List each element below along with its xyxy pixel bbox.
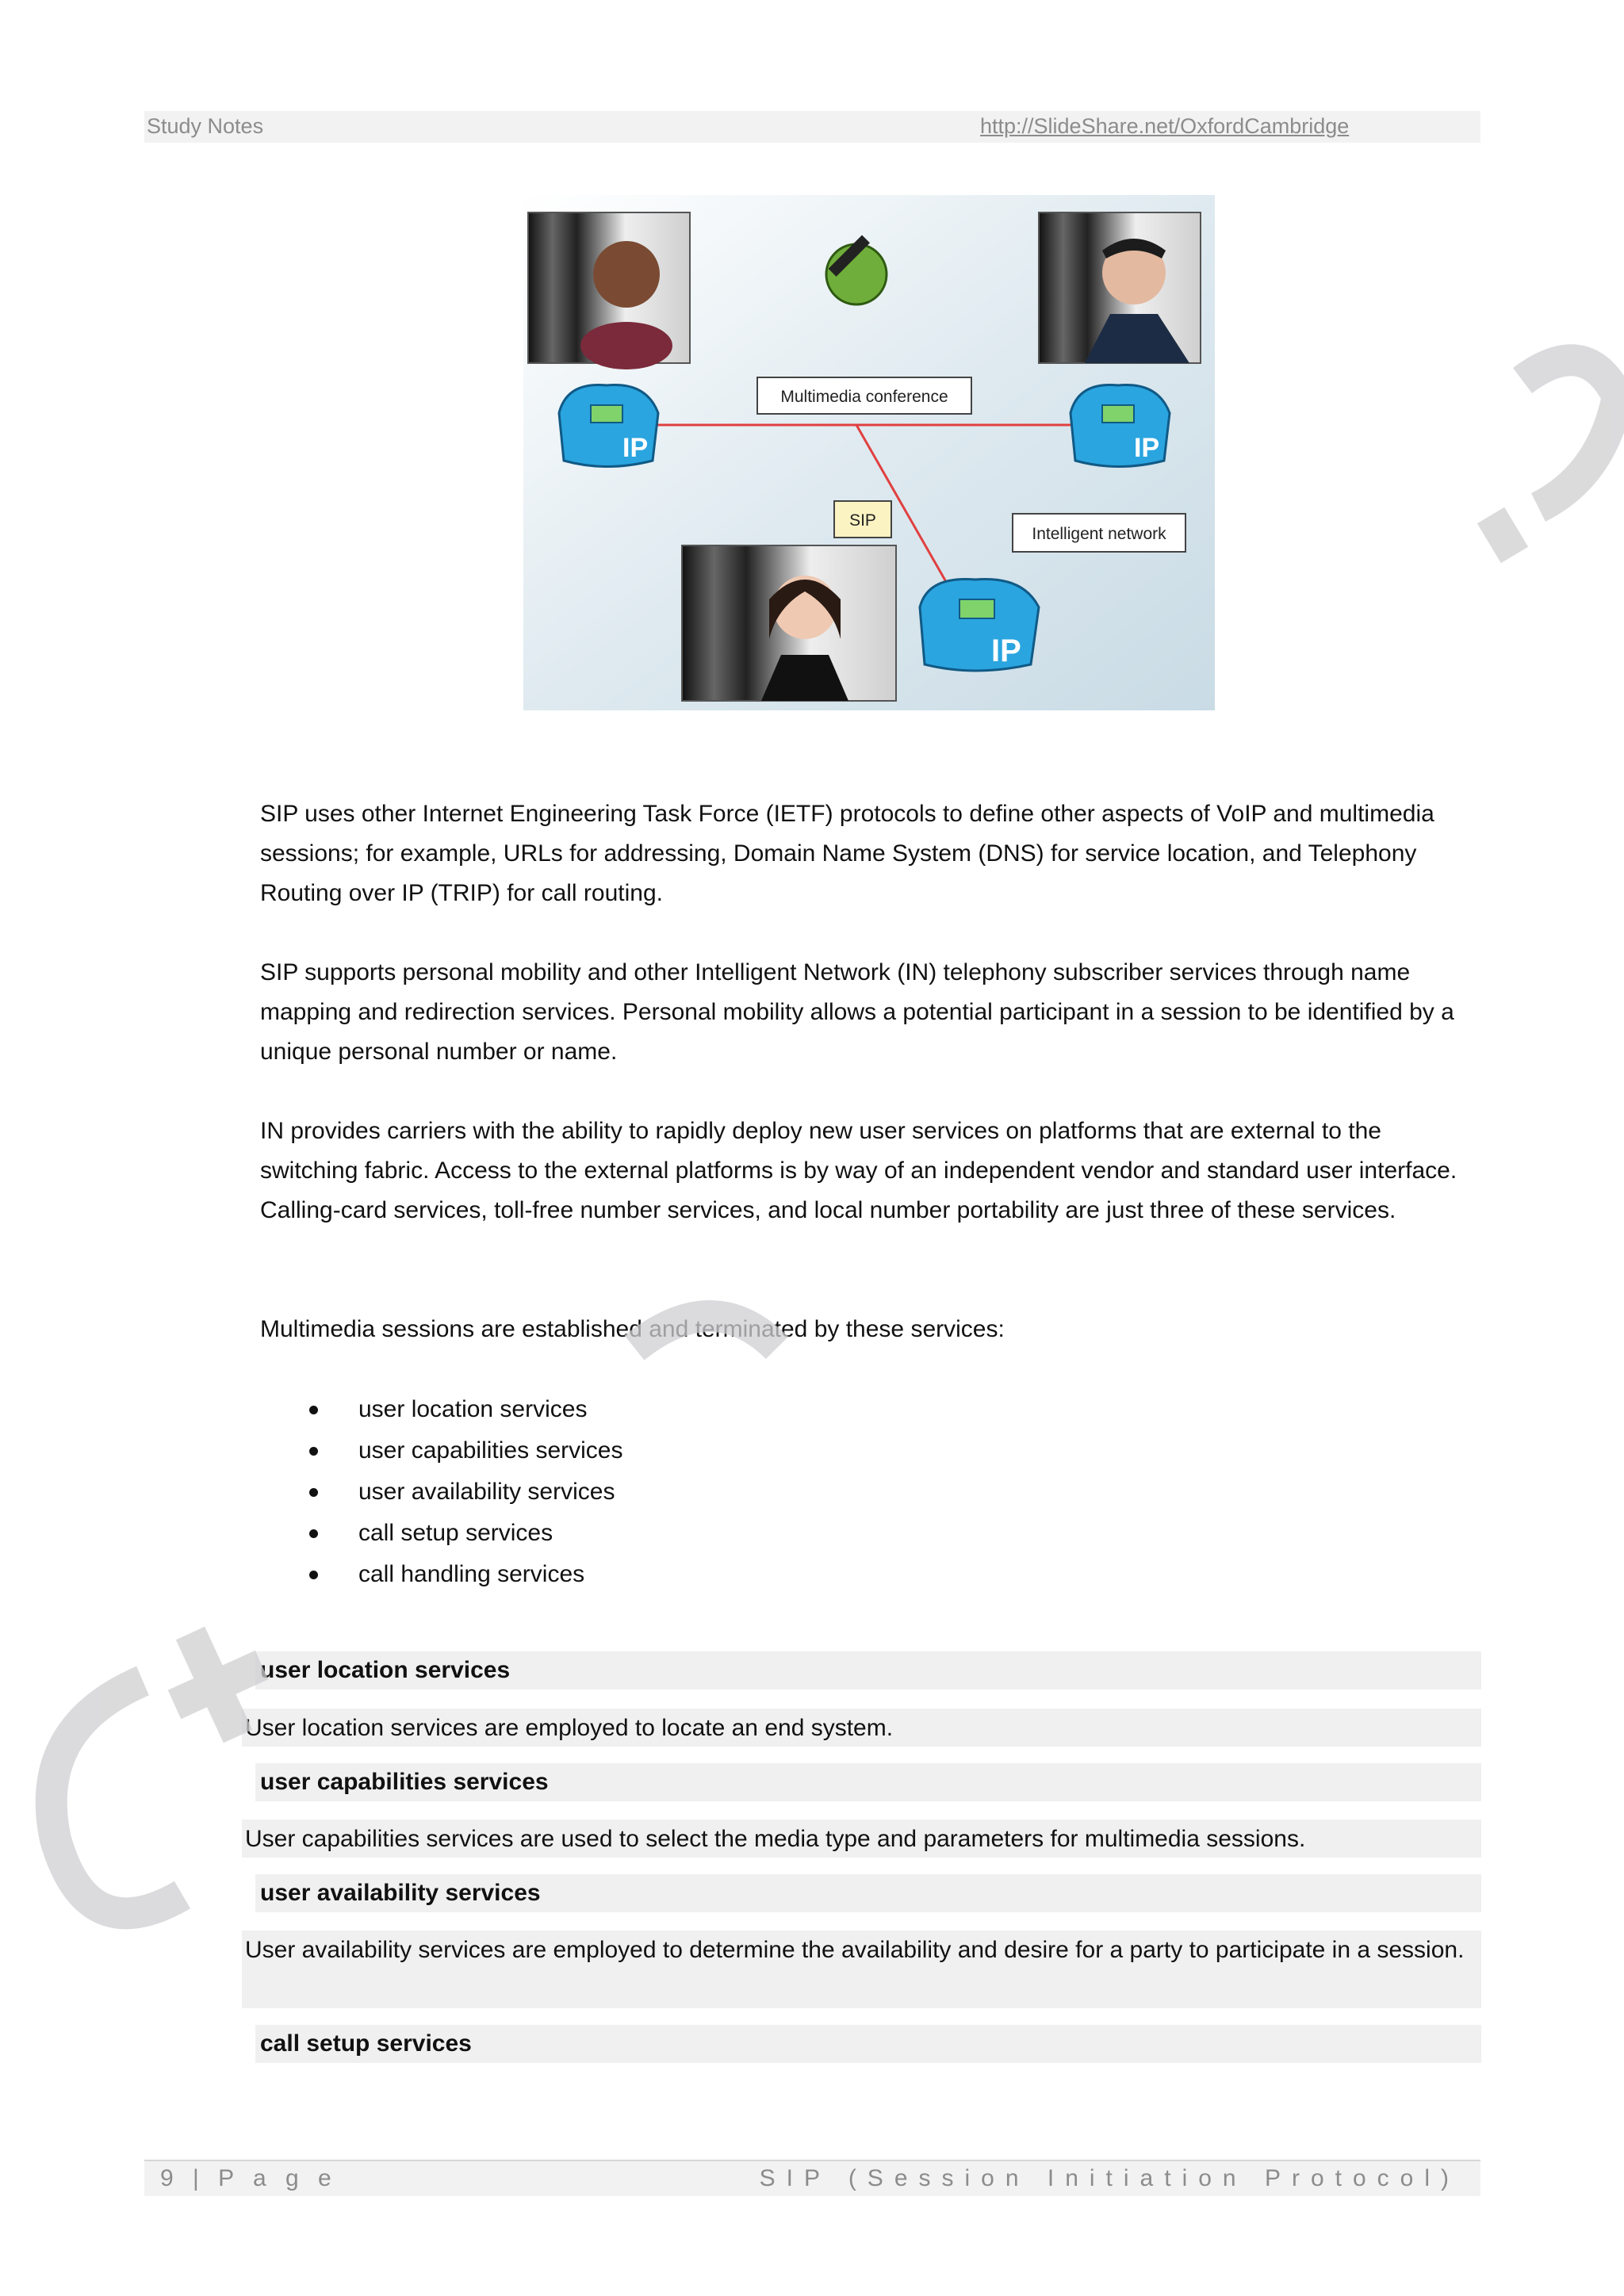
section-heading-call-setup: call setup services bbox=[255, 2025, 1481, 2063]
person-photo-top-right bbox=[1039, 212, 1201, 363]
page-header bbox=[144, 111, 1480, 143]
person-photo-top-left bbox=[528, 212, 690, 369]
bullet-icon bbox=[309, 1406, 318, 1414]
section-heading-user-availability: user availability services bbox=[255, 1874, 1481, 1912]
list-item-text: user location services bbox=[358, 1396, 588, 1422]
list-item-text: user availability services bbox=[358, 1479, 615, 1505]
paragraph-ietf-protocols: SIP uses other Internet Engineering Task Force (IETF) protocols to define other aspects of VoIP and multimedia sessions; for example, URLs for addressing, Domain Name System (DNS) for service location, and Telephony Routing over IP (TRIP) for call routing. bbox=[260, 801, 1434, 906]
bullet-icon bbox=[309, 1488, 318, 1497]
label-sip-text: SIP bbox=[849, 511, 876, 530]
ip-phone-left-icon bbox=[559, 385, 658, 466]
label-intelligent-network bbox=[1013, 514, 1185, 552]
ip-phone-bottom-icon bbox=[920, 579, 1039, 671]
footer-document-title: SIP (Session Initiation Protocol) bbox=[759, 2165, 1460, 2191]
paragraph-intelligent-network: IN provides carriers with the ability to rapidly deploy new user services on platforms that are external to the switching fabric. Access to the external platforms is by way of an independent vendor and standard user interface. Calling-card services, toll-free number services, and local number portability are just three of these services. bbox=[260, 1118, 1457, 1223]
label-sip bbox=[834, 501, 891, 538]
section-description-user-location: User location services are employed to locate an end system. bbox=[242, 1709, 1481, 1747]
ip-phone-bottom-label: IP bbox=[991, 633, 1021, 668]
list-item bbox=[308, 1471, 622, 1513]
label-multimedia-conference bbox=[757, 377, 971, 414]
list-item bbox=[308, 1513, 622, 1554]
bullet-icon bbox=[309, 1529, 318, 1538]
section-description-user-capabilities: User capabilities services are used to select the media type and parameters for multimedia sessions. bbox=[242, 1820, 1481, 1858]
header-link[interactable]: http://SlideShare.net/OxfordCambridge bbox=[980, 114, 1350, 138]
list-item bbox=[308, 1430, 622, 1471]
label-intelligent-network-text: Intelligent network bbox=[1032, 525, 1166, 543]
page-number: 9 | P a g e bbox=[160, 2165, 338, 2191]
ip-phone-right-label: IP bbox=[1134, 433, 1160, 463]
bullet-icon bbox=[309, 1571, 318, 1579]
label-multimedia-conference-text: Multimedia conference bbox=[780, 388, 948, 406]
services-bullet-list bbox=[308, 1389, 622, 1595]
sip-conference-figure bbox=[523, 195, 1215, 710]
page-footer bbox=[144, 2161, 1480, 2196]
list-item bbox=[308, 1554, 622, 1595]
ip-phone-left-label: IP bbox=[622, 433, 649, 463]
list-item-text: user capabilities services bbox=[358, 1437, 623, 1464]
section-description-user-availability: User availability services are employed to determine the availability and desire for a party to participate in a session. bbox=[242, 1931, 1481, 2008]
header-title: Study Notes bbox=[147, 114, 264, 138]
person-photo-bottom bbox=[682, 545, 896, 701]
list-item-text: call setup services bbox=[358, 1520, 553, 1546]
paragraph-personal-mobility: SIP supports personal mobility and other Intelligent Network (IN) telephony subscriber services through name mapping and redirection services. Personal mobility allows a potential participant in a session to be identified by a unique personal number or name. bbox=[260, 959, 1454, 1065]
ip-phone-right-icon bbox=[1071, 385, 1170, 466]
list-item-text: call handling services bbox=[358, 1561, 585, 1587]
section-heading-user-capabilities: user capabilities services bbox=[255, 1763, 1481, 1801]
list-item bbox=[308, 1389, 622, 1430]
paragraph-services-intro: Multimedia sessions are established and terminated by these services: bbox=[260, 1316, 1005, 1342]
bullet-icon bbox=[309, 1447, 318, 1456]
section-heading-user-location: user location services bbox=[255, 1651, 1481, 1689]
